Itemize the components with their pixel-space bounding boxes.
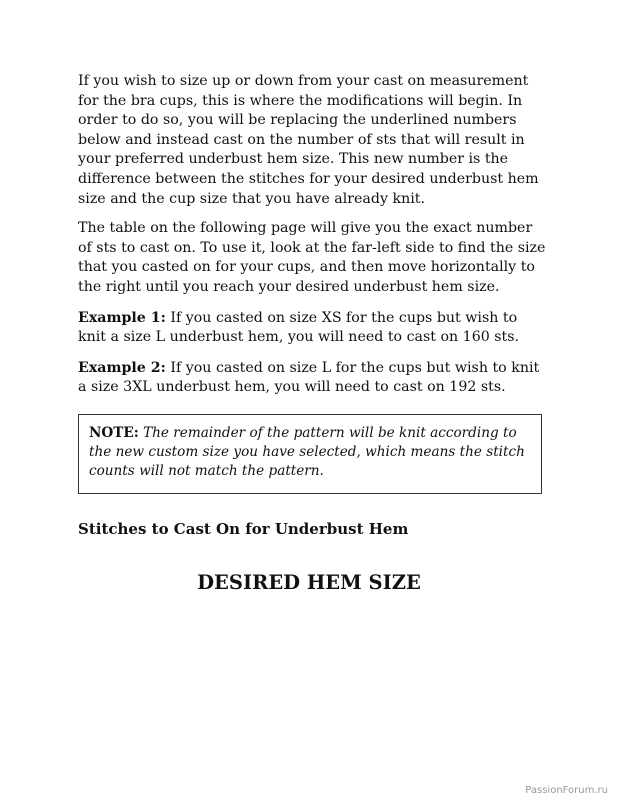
example-1-label: Example 1: xyxy=(78,309,166,326)
desired-hem-size-heading: DESIRED HEM SIZE xyxy=(197,570,421,594)
table-usage-paragraph: The table on the following page will give you the exact number of sts to cast on. To use it, look at the far-left side to find the size that you casted on for your cups, and then move horizontally to the right until you reach your desired underbust hem size. xyxy=(78,220,546,295)
page-content xyxy=(78,72,548,595)
example-2-text: If you casted on size L for the cups but wish to knit a size 3XL underbust hem, you will need to cast on 192 sts. xyxy=(78,359,540,396)
note-paragraph xyxy=(89,424,531,481)
example-1-text: If you casted on size XS for the cups but wish to knit a size L underbust hem, you will need to cast on 160 sts. xyxy=(78,309,520,346)
note-text: The remainder of the pattern will be knit according to the new custom size you have selected, which means the stitch counts will not match the pattern. xyxy=(89,424,525,479)
watermark: PassionForum.ru xyxy=(525,785,608,796)
note-box xyxy=(78,414,542,494)
example-2-paragraph xyxy=(78,359,548,398)
example-1-paragraph xyxy=(78,309,548,348)
note-label: NOTE: xyxy=(89,424,139,441)
example-2-label: Example 2: xyxy=(78,359,166,376)
intro-paragraph: If you wish to size up or down from your cast on measurement for the bra cups, this is where the modifications will begin. In order to do so, you will be replacing the underlined numbers below and instead cast on the number of sts that will result in your preferred underbust hem size. This new number is the difference between the stitches for your desired underbust hem size and the cup size that you have already knit. xyxy=(78,73,539,207)
table-heading: Stitches to Cast On for Underbust Hem xyxy=(78,519,409,538)
